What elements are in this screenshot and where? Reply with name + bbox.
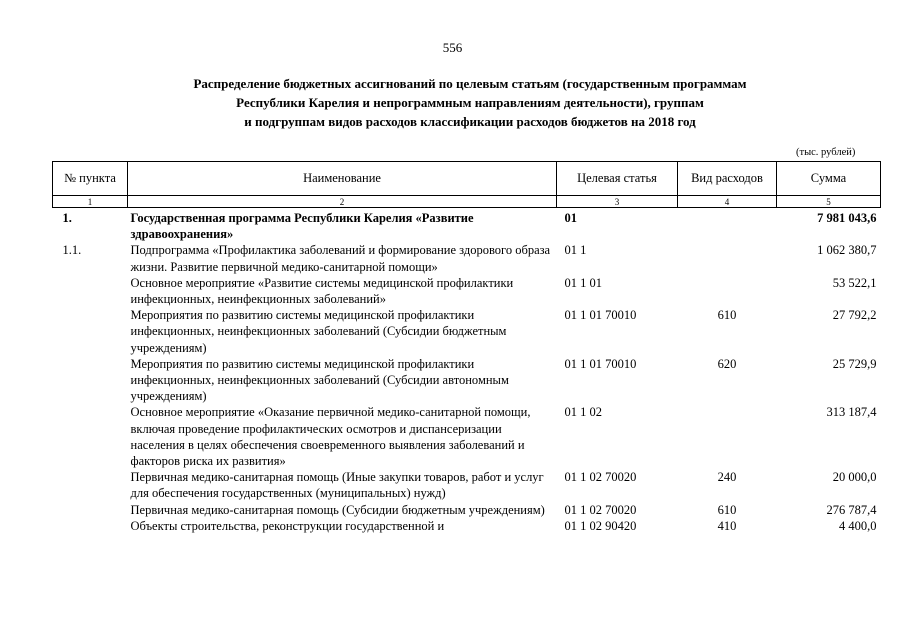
title-line: и подгруппам видов расходов классификации расходов бюджетов на 2018 год	[244, 114, 696, 129]
row-kind: 610	[717, 308, 737, 323]
row-kind: 610	[717, 502, 737, 517]
row-sum: 20 000,0	[832, 470, 877, 485]
row-sum: 276 787,4	[826, 502, 877, 517]
column-number: 3	[557, 196, 678, 208]
row-target: 01 1 02 70020	[564, 502, 637, 517]
table-row	[53, 356, 881, 405]
row-target: 01 1 02	[564, 405, 602, 420]
column-number: 5	[777, 196, 881, 208]
row-sum: 313 187,4	[826, 405, 877, 420]
table-row	[53, 307, 881, 356]
row-name: Мероприятия по развитию системы медицинской профилактики инфекционных, неинфекционных заболеваний (Субсидии бюджетным учреждениям)	[130, 308, 507, 355]
header-sum: Сумма	[777, 162, 881, 196]
row-name: Первичная медико-санитарная помощь (Субсидии бюджетным учреждениям)	[130, 502, 545, 517]
table-row	[53, 518, 881, 534]
row-sum: 53 522,1	[832, 275, 877, 290]
row-target: 01	[564, 211, 577, 225]
column-number: 1	[53, 196, 128, 208]
row-num: 1.	[62, 211, 72, 225]
row-num	[53, 469, 128, 501]
header-kind: Вид расходов	[678, 162, 777, 196]
page-number: 556	[442, 40, 463, 55]
row-num	[53, 275, 128, 307]
row-sum: 4 400,0	[839, 518, 877, 533]
title-line: Республики Карелия и непрограммным направлениям деятельности), группам	[236, 95, 704, 110]
row-num	[53, 518, 128, 534]
header-target: Целевая статья	[557, 162, 678, 196]
row-kind: 240	[717, 470, 737, 485]
row-num	[53, 307, 128, 356]
row-target: 01 1 02 90420	[564, 518, 637, 533]
row-sum: 7 981 043,6	[817, 211, 877, 225]
row-sum: 27 792,2	[832, 308, 877, 323]
row-sum: 25 729,9	[832, 356, 877, 371]
row-name: Государственная программа Республики Карелия «Развитие здравоохранения»	[130, 211, 474, 242]
row-sum: 1 062 380,7	[817, 243, 877, 258]
budget-table	[52, 161, 881, 534]
row-target: 01 1 01 70010	[564, 356, 637, 371]
row-num	[53, 404, 128, 469]
table-row	[53, 469, 881, 501]
table-row	[53, 502, 881, 518]
row-num	[53, 356, 128, 405]
header-row	[53, 162, 881, 196]
table-row	[53, 275, 881, 307]
column-number: 4	[678, 196, 777, 208]
document-title	[120, 74, 820, 131]
row-name: Основное мероприятие «Развитие системы медицинской профилактики инфекционных, неинфекционных заболеваний»	[130, 275, 514, 307]
row-num	[53, 502, 128, 518]
row-name: Объекты строительства, реконструкции государственной и	[130, 518, 445, 533]
row-num: 1.1.	[62, 243, 82, 258]
header-name: Наименование	[128, 162, 557, 196]
row-target: 01 1 01	[564, 275, 602, 290]
row-name: Первичная медико-санитарная помощь (Иные закупки товаров, работ и услуг для обеспечения государственных (муниципальных) нужд)	[130, 470, 544, 501]
row-kind: 410	[717, 518, 737, 533]
row-kind	[678, 242, 777, 274]
table-row	[53, 242, 881, 274]
table-row	[53, 404, 881, 469]
column-number: 2	[128, 196, 557, 208]
table-row	[53, 208, 881, 243]
row-target: 01 1	[564, 243, 587, 258]
column-number-row	[53, 196, 881, 208]
unit-note: (тыс. рублей)	[796, 147, 856, 158]
row-kind	[678, 404, 777, 469]
row-name: Подпрограмма «Профилактика заболеваний и формирование здорового образа жизни. Развитие первичной медико-санитарной помощи»	[130, 243, 551, 274]
row-kind	[678, 275, 777, 307]
row-name: Основное мероприятие «Оказание первичной медико-санитарной помощи, включая проведение профилактических осмотров и диспансеризации населения в целях обеспечения своевременного выявления заболеваний и факторов риска их развития»	[130, 405, 531, 469]
row-target: 01 1 02 70020	[564, 470, 637, 485]
row-kind	[678, 208, 777, 243]
row-target: 01 1 01 70010	[564, 308, 637, 323]
title-line: Распределение бюджетных ассигнований по целевым статьям (государственным программам	[193, 76, 747, 91]
row-name: Мероприятия по развитию системы медицинской профилактики инфекционных, неинфекционных заболеваний (Субсидии автономным учреждениям)	[130, 356, 509, 404]
header-num: № пункта	[53, 162, 128, 196]
row-kind: 620	[717, 356, 737, 371]
